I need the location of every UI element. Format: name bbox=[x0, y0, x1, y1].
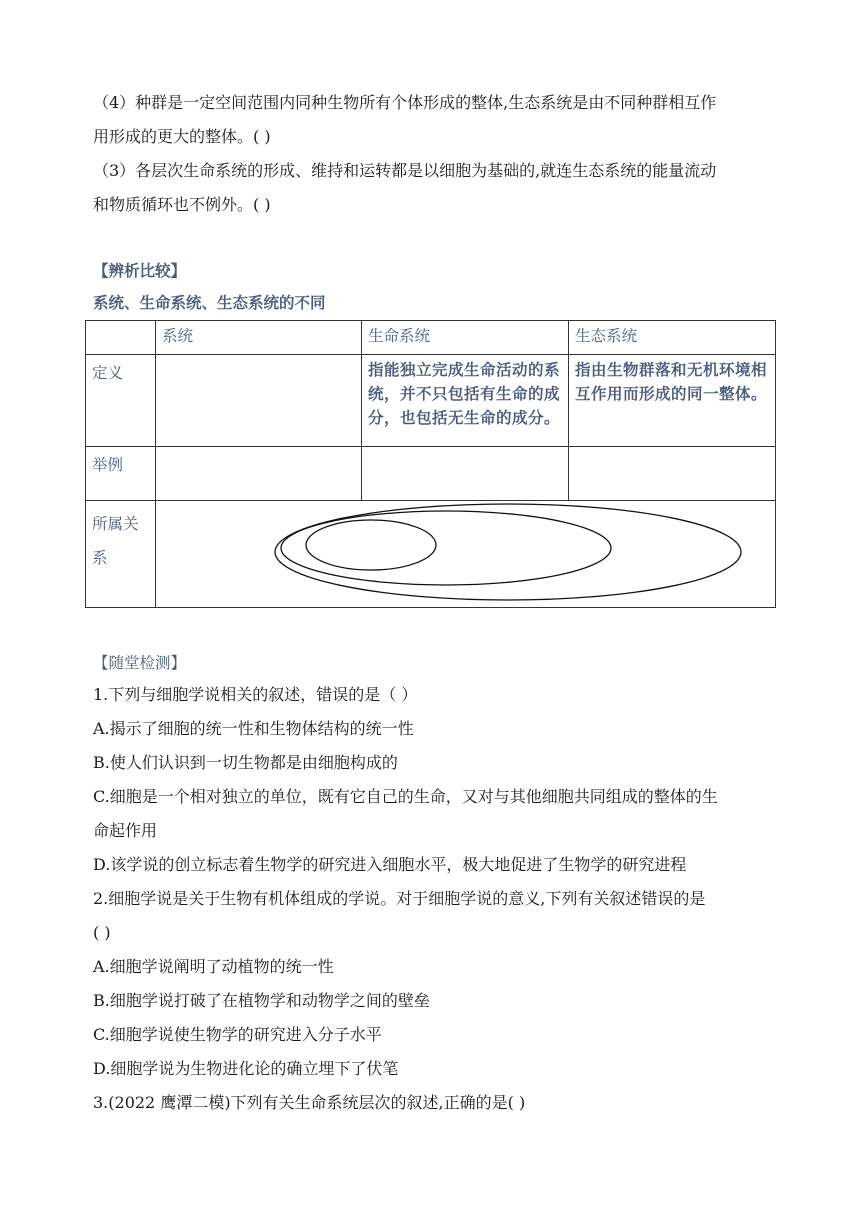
table-row-example bbox=[86, 447, 776, 501]
definition-eco-system: 指由生物群落和无机环境相互作用而形成的同一整体。 bbox=[569, 355, 776, 447]
q2-option-d: D.细胞学说为生物进化论的确立埋下了伏笔 bbox=[93, 1059, 399, 1078]
q2-stem-line2: ( ) bbox=[93, 923, 111, 942]
table-header-row bbox=[86, 321, 776, 355]
comparison-heading: 【辨析比较】 bbox=[93, 262, 187, 280]
q1-option-c-line1: C.细胞是一个相对独立的单位，既有它自己的生命，又对与其他细胞共同组成的整体的生 bbox=[93, 787, 718, 806]
q2-option-a: A.细胞学说阐明了动植物的统一性 bbox=[93, 957, 334, 976]
judgement-3-line1: （3）各层次生命系统的形成、维持和运转都是以细胞为基础的,就连生态系统的能量流动 bbox=[93, 161, 717, 180]
judgement-4-line2: 用形成的更大的整体。( ) bbox=[93, 127, 271, 146]
header-system: 系统 bbox=[156, 321, 362, 355]
comparison-title: 系统、生命系统、生态系统的不同 bbox=[93, 294, 326, 312]
q2-stem-line1: 2.细胞学说是关于生物有机体组成的学说。对于细胞学说的意义,下列有关叙述错误的是 bbox=[93, 889, 706, 908]
q3-stem: 3.(2022 鹰潭二模)下列有关生命系统层次的叙述,正确的是( ) bbox=[93, 1093, 526, 1112]
definition-system bbox=[156, 355, 362, 447]
q1-option-d: D.该学说的创立标志着生物学的研究进入细胞水平，极大地促进了生物学的研究进程 bbox=[93, 855, 687, 874]
q1-option-c-line2: 命起作用 bbox=[93, 821, 158, 840]
label-definition: 定义 bbox=[86, 355, 156, 447]
relation-diagram-cell bbox=[156, 501, 776, 608]
inner-ellipse bbox=[306, 520, 436, 570]
example-system bbox=[156, 447, 362, 501]
q2-option-b: B.细胞学说打破了在植物学和动物学之间的壁垒 bbox=[93, 991, 430, 1010]
q2-option-c: C.细胞学说使生物学的研究进入分子水平 bbox=[93, 1025, 382, 1044]
judgement-4-line1: （4）种群是一定空间范围内同种生物所有个体形成的整体,生态系统是由不同种群相互作 bbox=[93, 93, 717, 112]
label-relation: 所属关系 bbox=[86, 501, 156, 608]
label-example: 举例 bbox=[86, 447, 156, 501]
header-empty bbox=[86, 321, 156, 355]
q1-option-b: B.使人们认识到一切生物都是由细胞构成的 bbox=[93, 753, 398, 772]
header-life-system: 生命系统 bbox=[362, 321, 569, 355]
header-eco-system: 生态系统 bbox=[569, 321, 776, 355]
example-eco-system bbox=[569, 447, 776, 501]
nested-ellipses-diagram bbox=[156, 501, 775, 606]
table-row-relation bbox=[86, 501, 776, 608]
quiz-heading: 【随堂检测】 bbox=[93, 654, 187, 672]
example-life-system bbox=[362, 447, 569, 501]
middle-ellipse bbox=[281, 511, 611, 585]
comparison-table bbox=[85, 320, 776, 608]
q1-stem: 1.下列与细胞学说相关的叙述，错误的是（ ） bbox=[93, 685, 418, 704]
judgement-3-line2: 和物质循环也不例外。( ) bbox=[93, 195, 271, 214]
q1-option-a: A.揭示了细胞的统一性和生物体结构的统一性 bbox=[93, 719, 414, 738]
table-row-definition bbox=[86, 355, 776, 447]
definition-life-system: 指能独立完成生命活动的系统，并不只包括有生命的成分，也包括无生命的成分。 bbox=[362, 355, 569, 447]
